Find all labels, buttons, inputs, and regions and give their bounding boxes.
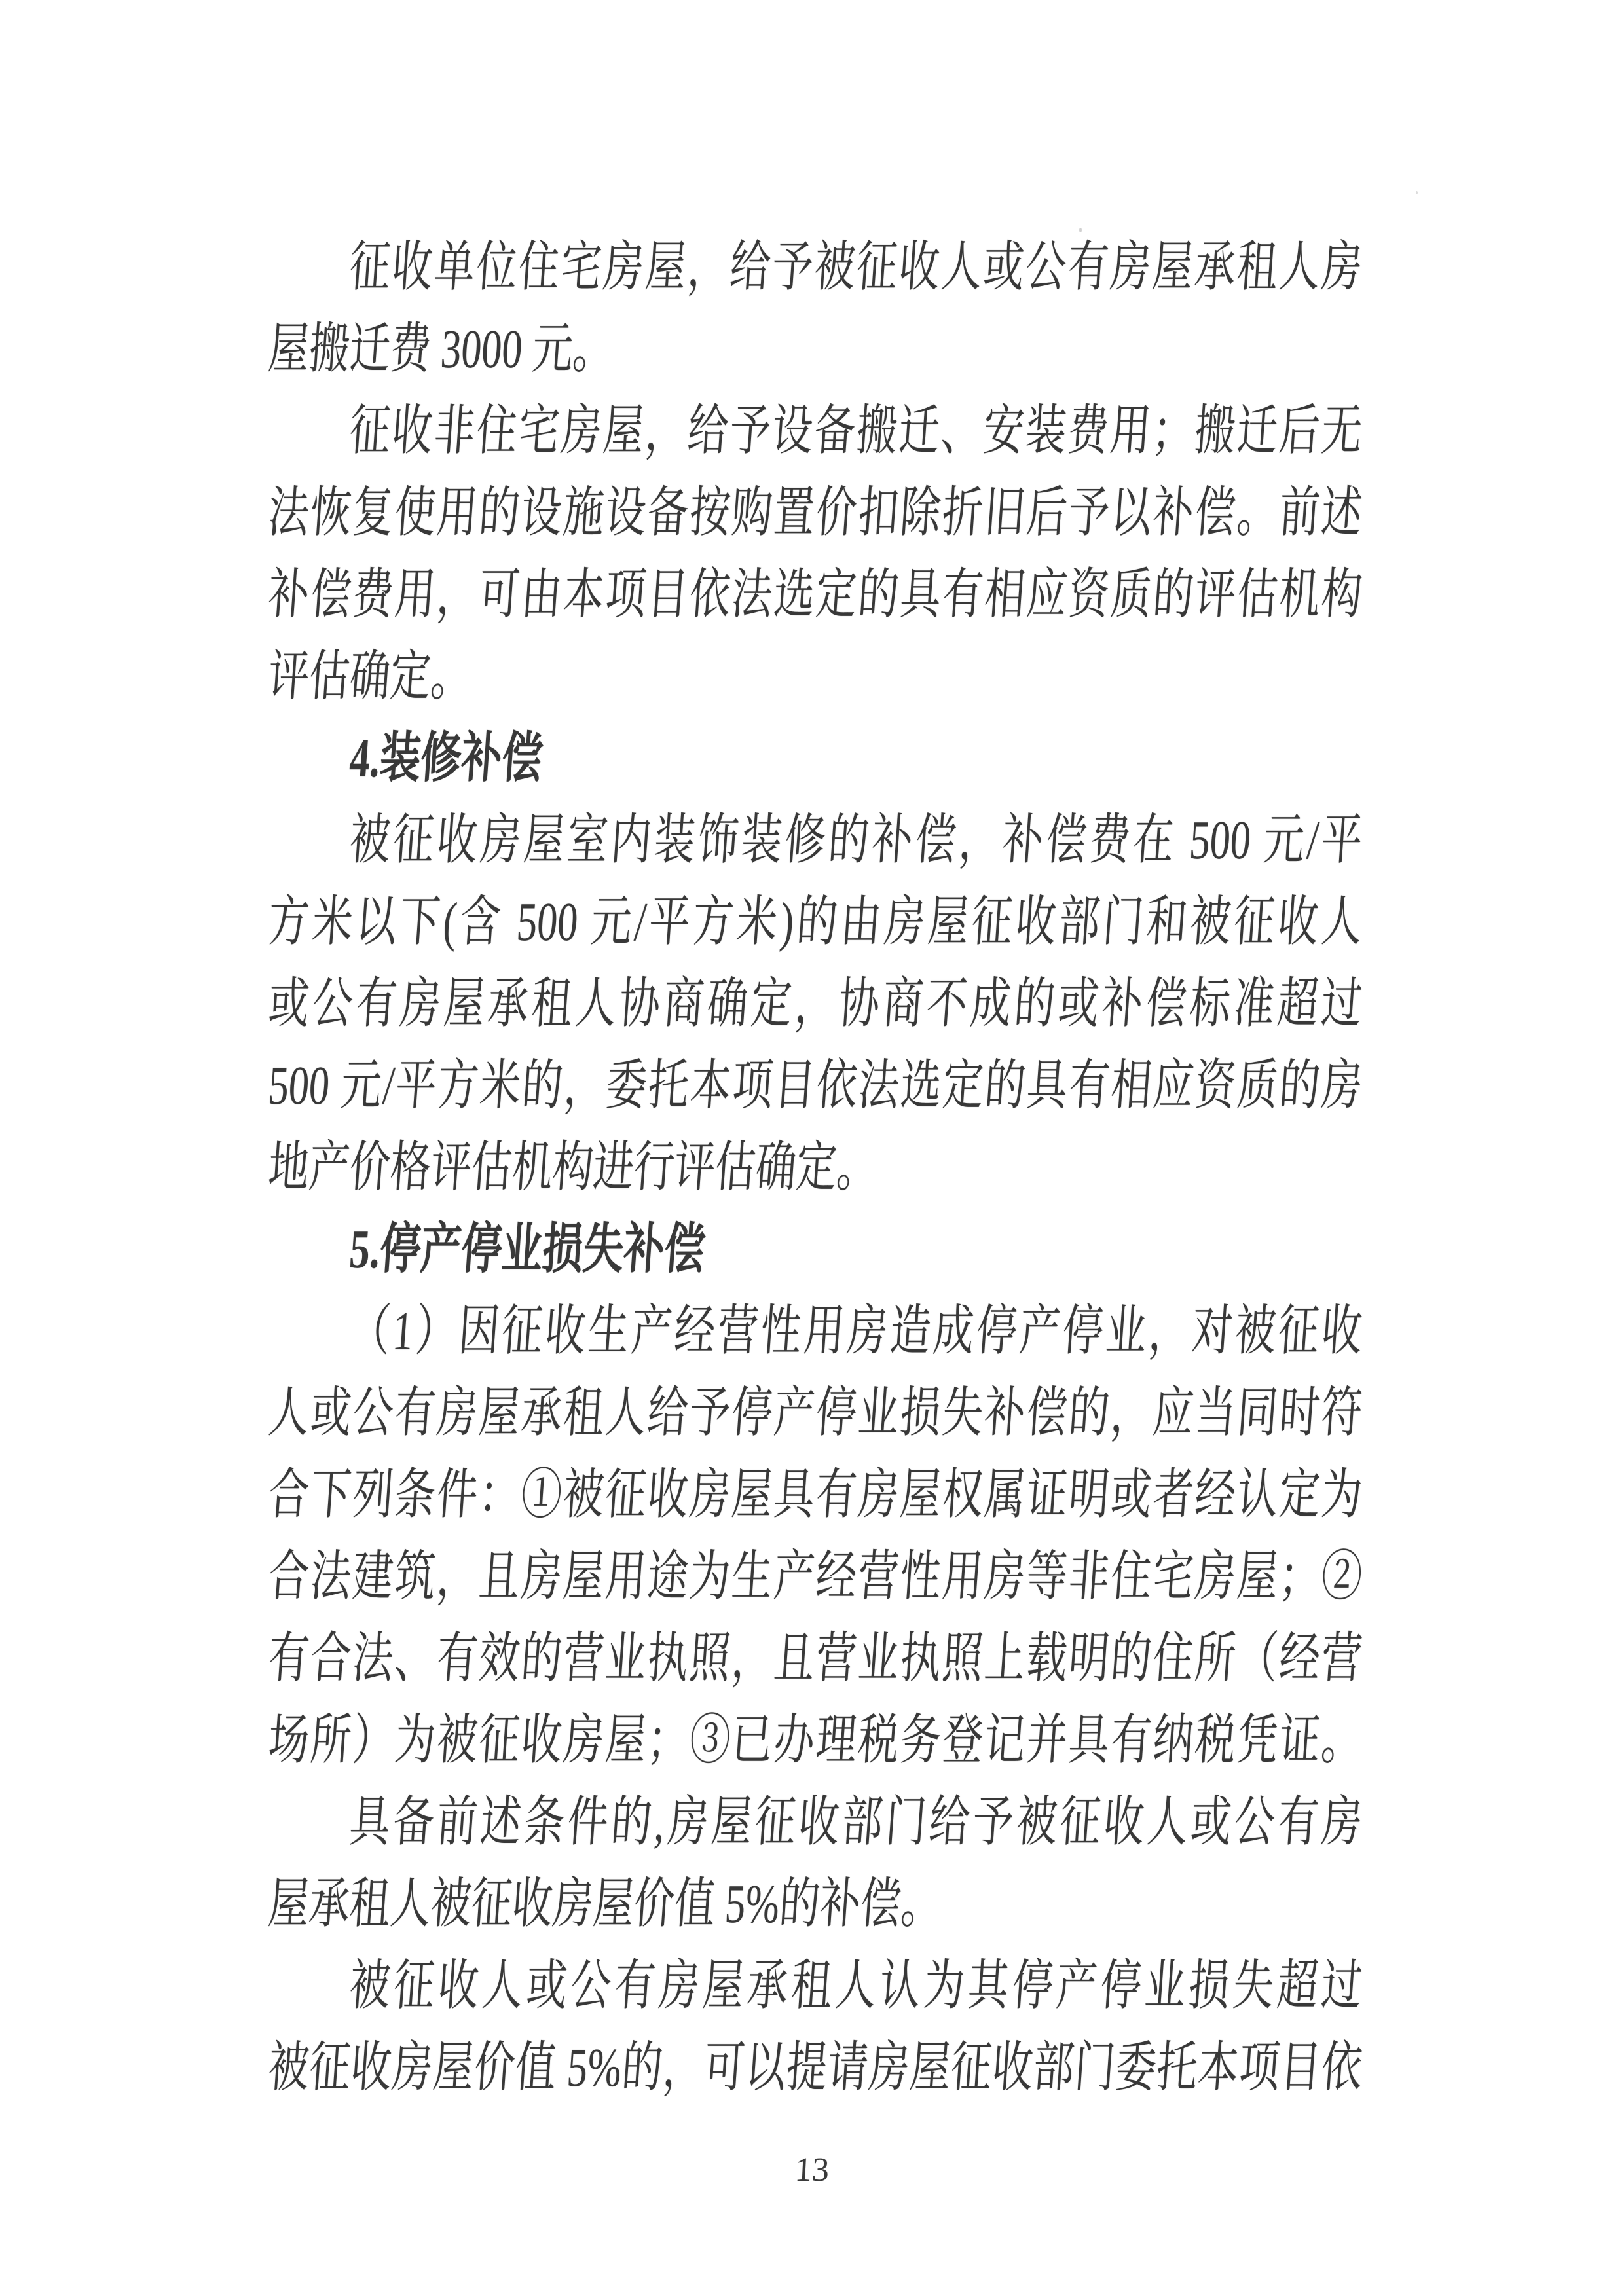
text-line: 被征收人或公有房屋承租人认为其停产停业损失超过 xyxy=(347,1956,1365,2016)
text-line: 或公有房屋承租人协商确定，协商不成的或补偿标准超过 xyxy=(266,974,1365,1034)
scan-speck xyxy=(1079,228,1082,232)
text-line: 被征收房屋室内装饰装修的补偿，补偿费在 500 元/平 xyxy=(347,810,1365,871)
text-line: （1）因征收生产经营性用房造成停产停业，对被征收 xyxy=(347,1301,1365,1362)
text-line: 评估确定。 xyxy=(266,646,474,707)
text-line: 方米以下(含 500 元/平方米)的由房屋征收部门和被征收人 xyxy=(266,892,1365,953)
section-heading-4: 4.装修补偿 xyxy=(347,728,545,789)
text-line: 补偿费用，可由本项目依法选定的具有相应资质的评估机构 xyxy=(266,564,1365,625)
text-line: 人或公有房屋承租人给予停产停业损失补偿的，应当同时符 xyxy=(266,1383,1365,1444)
page-number: 13 xyxy=(794,2151,830,2189)
text-line: 有合法、有效的营业执照，且营业执照上载明的住所（经营 xyxy=(266,1628,1365,1689)
text-line: 合下列条件：①被征收房屋具有房屋权属证明或者经认定为 xyxy=(266,1465,1365,1525)
text-line: 屋承租人被征收房屋价值 5%的补偿。 xyxy=(266,1874,944,1935)
text-line: 征收单位住宅房屋，给予被征收人或公有房屋承租人房 xyxy=(347,237,1365,298)
document-text xyxy=(266,227,1365,2109)
scan-speck xyxy=(1416,191,1418,194)
section-heading-5: 5.停产停业损失补偿 xyxy=(347,1219,707,1280)
text-line: 被征收房屋价值 5%的，可以提请房屋征收部门委托本项目依 xyxy=(266,2037,1365,2098)
text-line: 500 元/平方米的，委托本项目依法选定的具有相应资质的房 xyxy=(266,1055,1365,1116)
text-line: 合法建筑，且房屋用途为生产经营性用房等非住宅房屋；② xyxy=(266,1546,1365,1607)
text-line: 征收非住宅房屋，给予设备搬迁、安装费用；搬迁后无 xyxy=(347,401,1365,462)
text-line: 屋搬迁费 3000 元。 xyxy=(266,319,616,380)
text-line: 法恢复使用的设施设备按购置价扣除折旧后予以补偿。前述 xyxy=(266,483,1365,543)
text-line: 具备前述条件的,房屋征收部门给予被征收人或公有房 xyxy=(347,1792,1365,1853)
text-line: 地产价格评估机构进行评估确定。 xyxy=(266,1137,880,1198)
text-line: 场所）为被征收房屋；③已办理税务登记并具有纳税凭证。 xyxy=(266,1710,1365,1771)
